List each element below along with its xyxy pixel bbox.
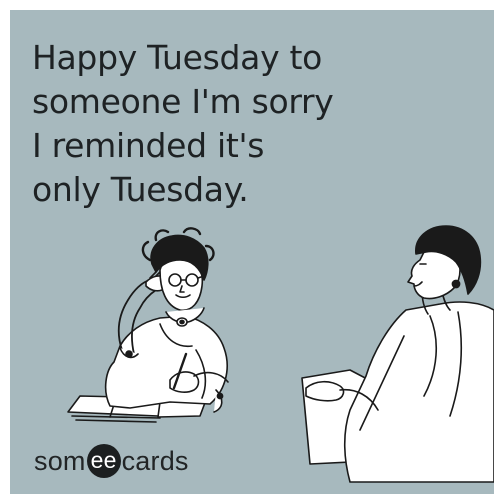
logo-prefix: som [34, 445, 86, 476]
headline-line-3: I reminded it's [32, 126, 265, 165]
ecard-panel [10, 10, 494, 494]
logo-suffix: cards [121, 445, 189, 476]
headline-line-2: someone I'm sorry [32, 82, 334, 121]
woman-holding-forehead-icon [68, 228, 228, 422]
logo-badge: ee [87, 444, 121, 478]
headline-line-4: only Tuesday. [32, 170, 249, 209]
ecard-headline [32, 36, 472, 212]
woman-talking-icon [302, 226, 494, 482]
someecards-logo [34, 444, 189, 478]
headline-line-1: Happy Tuesday to [32, 38, 323, 77]
